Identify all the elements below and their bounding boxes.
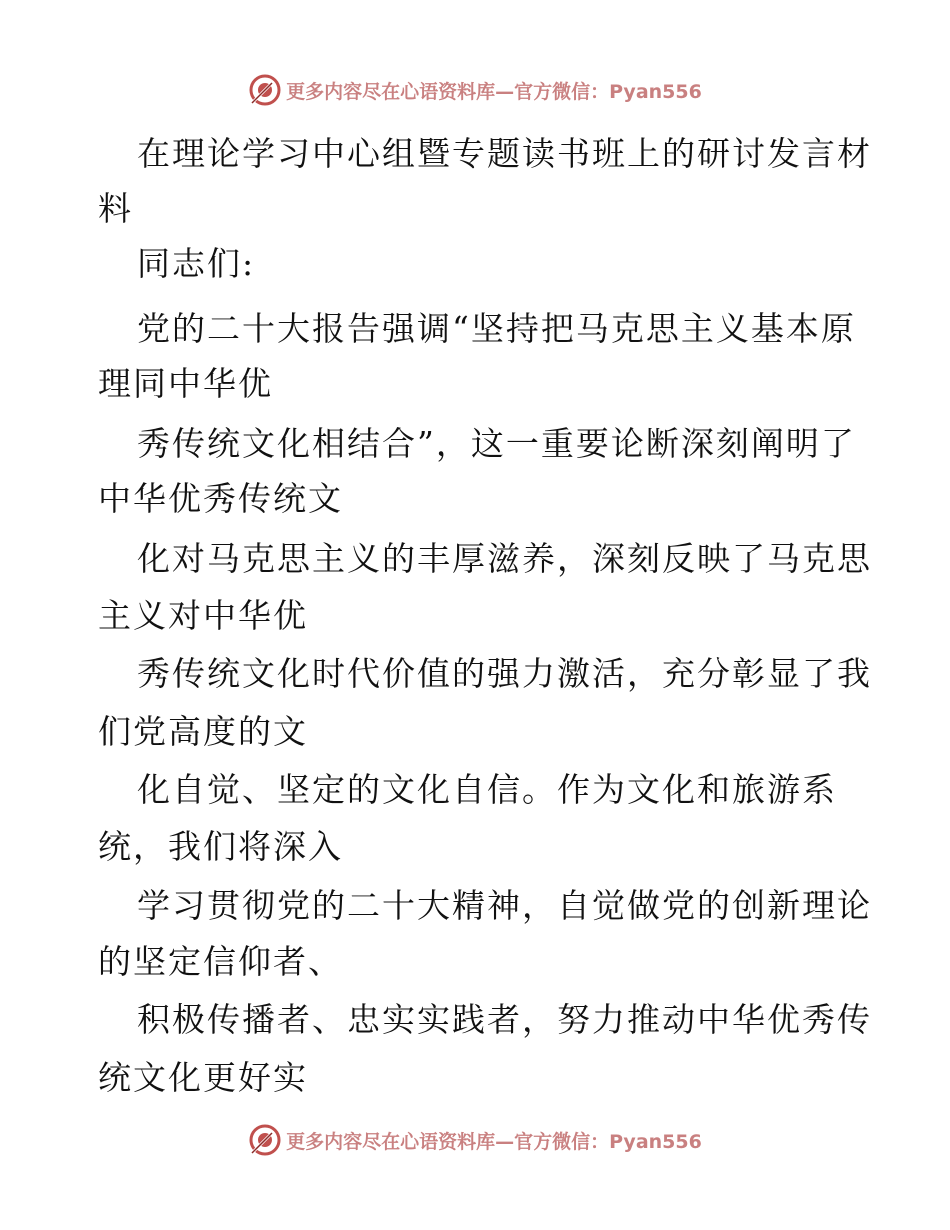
text-line: 化对马克思主义的丰厚滋养，深刻反映了马克思	[137, 539, 872, 578]
text-line: 党的二十大报告强调“坚持把马克思主义基本原	[137, 309, 856, 348]
watermark-banner-bottom	[0, 1120, 950, 1160]
text-line: 化自觉、坚定的文化自信。作为文化和旅游系	[137, 770, 837, 809]
text-line: 统文化更好实	[98, 1058, 308, 1097]
logo-icon	[248, 73, 282, 107]
text-line: 在理论学习中心组暨专题读书班上的研讨发言材	[137, 134, 872, 173]
text-line: 中华优秀传统文	[98, 479, 343, 518]
text-line: 主义对中华优	[98, 596, 308, 635]
watermark-text: 更多内容尽在心语资料库—官方微信：Pyan556	[286, 80, 702, 103]
text-line: 理同中华优	[98, 364, 273, 403]
text-line: 统，我们将深入	[98, 827, 343, 866]
watermark-text: 更多内容尽在心语资料库—官方微信：Pyan556	[286, 1130, 702, 1153]
text-line: 秀传统文化时代价值的强力激活，充分彰显了我	[137, 654, 872, 693]
watermark-banner-top	[0, 70, 950, 110]
text-line: 同志们:	[137, 244, 256, 283]
text-line: 积极传播者、忠实实践者，努力推动中华优秀传	[137, 1000, 872, 1039]
text-line: 的坚定信仰者、	[98, 942, 343, 981]
text-line: 料	[98, 189, 133, 228]
text-line: 秀传统文化相结合”，这一重要论断深刻阐明了	[137, 424, 856, 463]
logo-icon	[248, 1123, 282, 1157]
text-line: 学习贯彻党的二十大精神，自觉做党的创新理论	[137, 886, 872, 925]
text-line: 们党高度的文	[98, 712, 308, 751]
